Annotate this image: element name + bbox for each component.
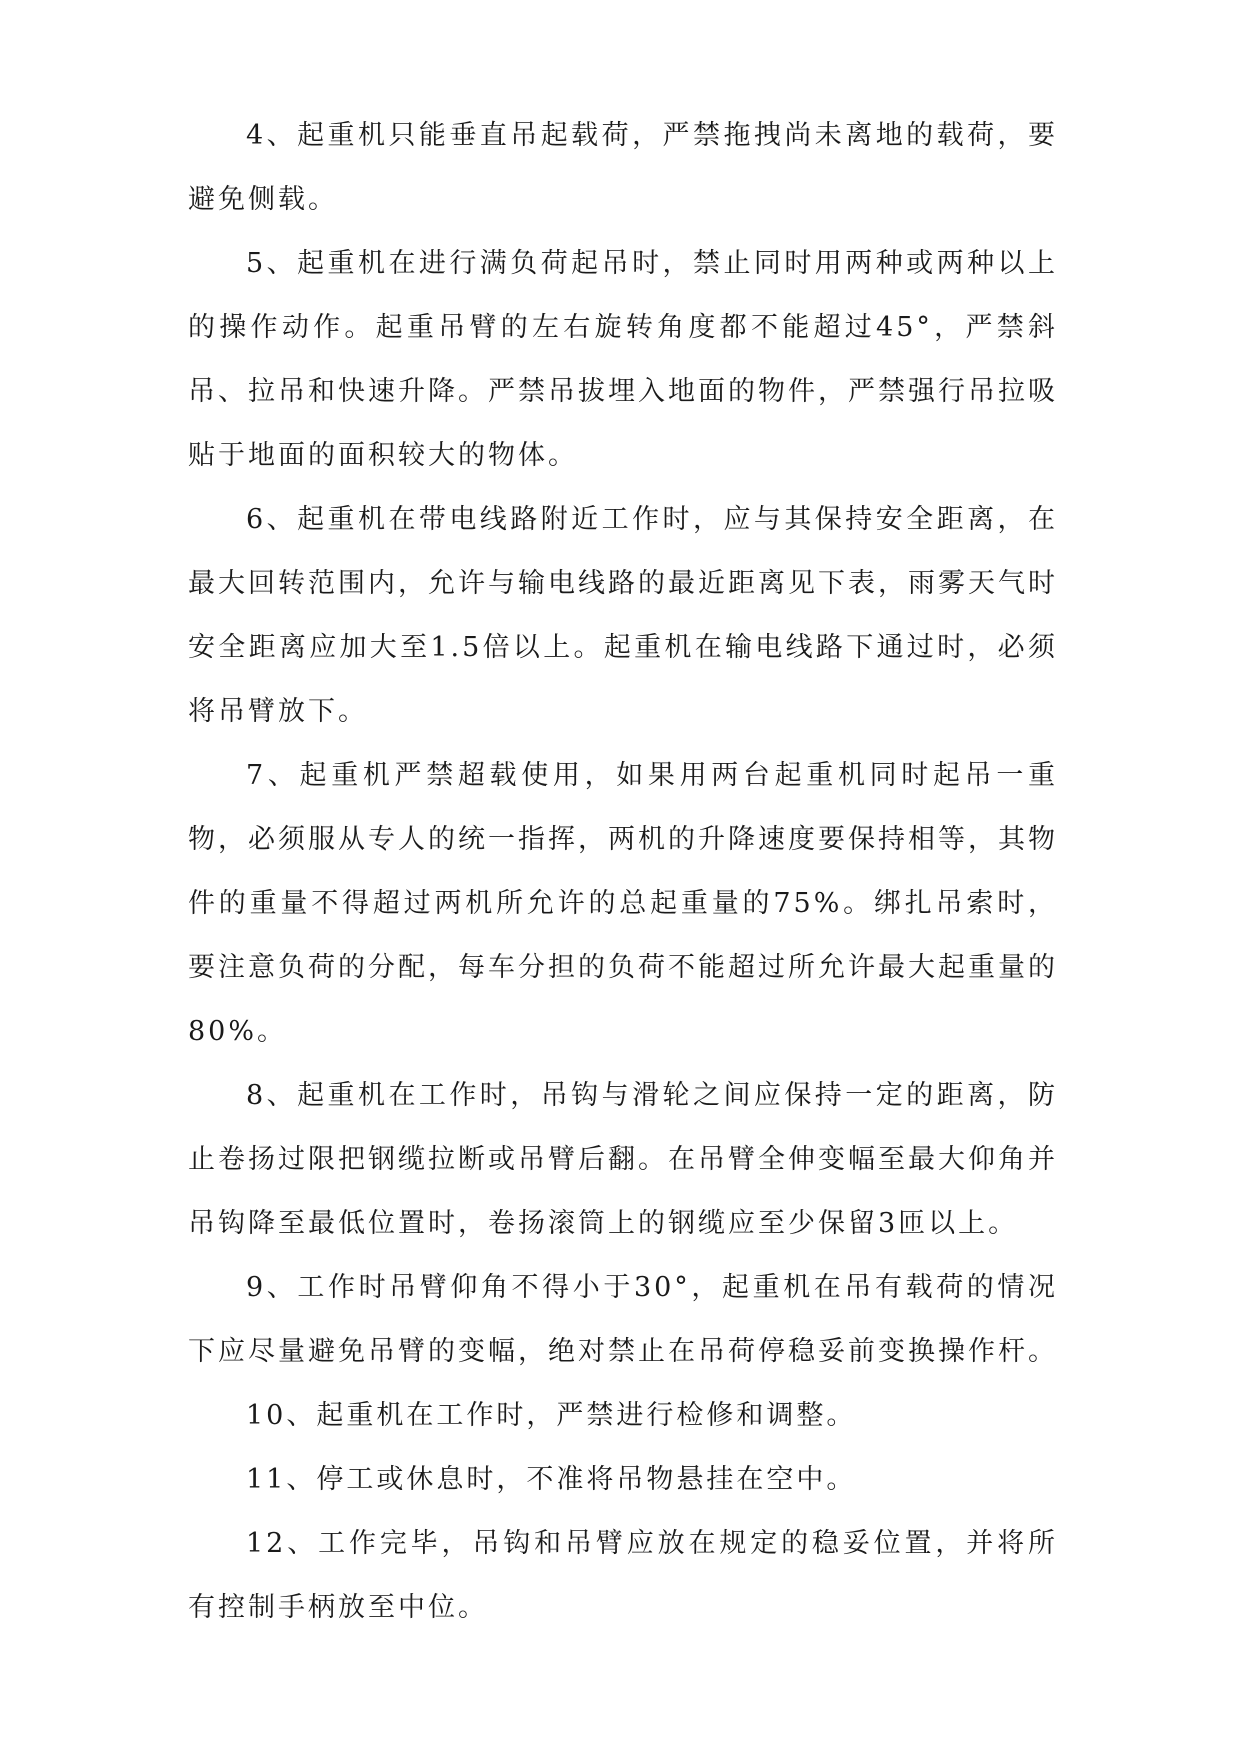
paragraph-9: 9、工作时吊臂仰角不得小于30°，起重机在吊有载荷的情况下应尽量避免吊臂的变幅，绝对禁止在吊荷停稳妥前变换操作杆。 <box>188 1272 1058 1367</box>
paragraph-5: 5、起重机在进行满负荷起吊时，禁止同时用两种或两种以上的操作动作。起重吊臂的左右旋转角度都不能超过45°，严禁斜吊、拉吊和快速升降。严禁吊拔埋入地面的物件，严禁强行吊拉吸贴于地面的面积较大的物体。 <box>188 248 1058 471</box>
paragraph-6: 6、起重机在带电线路附近工作时，应与其保持安全距离，在最大回转范围内，允许与输电线路的最近距离见下表，雨雾天气时安全距离应加大至1.5倍以上。起重机在输电线路下通过时，必须将吊臂放下。 <box>188 504 1058 727</box>
paragraph-11: 11、停工或休息时，不准将吊物悬挂在空中。 <box>246 1464 857 1495</box>
paragraph-8: 8、起重机在工作时，吊钩与滑轮之间应保持一定的距离，防止卷扬过限把钢缆拉断或吊臂后翻。在吊臂全伸变幅至最大仰角并吊钩降至最低位置时，卷扬滚筒上的钢缆应至少保留3匝以上。 <box>188 1080 1058 1239</box>
paragraph-7: 7、起重机严禁超载使用，如果用两台起重机同时起吊一重物，必须服从专人的统一指挥，两机的升降速度要保持相等，其物件的重量不得超过两机所允许的总起重量的75%。绑扎吊索时，要注意负荷的分配，每车分担的负荷不能超过所允许最大起重量的80%。 <box>188 760 1058 1047</box>
document-body <box>188 104 1058 1640</box>
paragraph-10: 10、起重机在工作时，严禁进行检修和调整。 <box>246 1400 857 1431</box>
paragraph-12: 12、工作完毕，吊钩和吊臂应放在规定的稳妥位置，并将所有控制手柄放至中位。 <box>188 1528 1058 1623</box>
paragraph-4: 4、起重机只能垂直吊起载荷，严禁拖拽尚未离地的载荷，要避免侧载。 <box>188 120 1058 215</box>
